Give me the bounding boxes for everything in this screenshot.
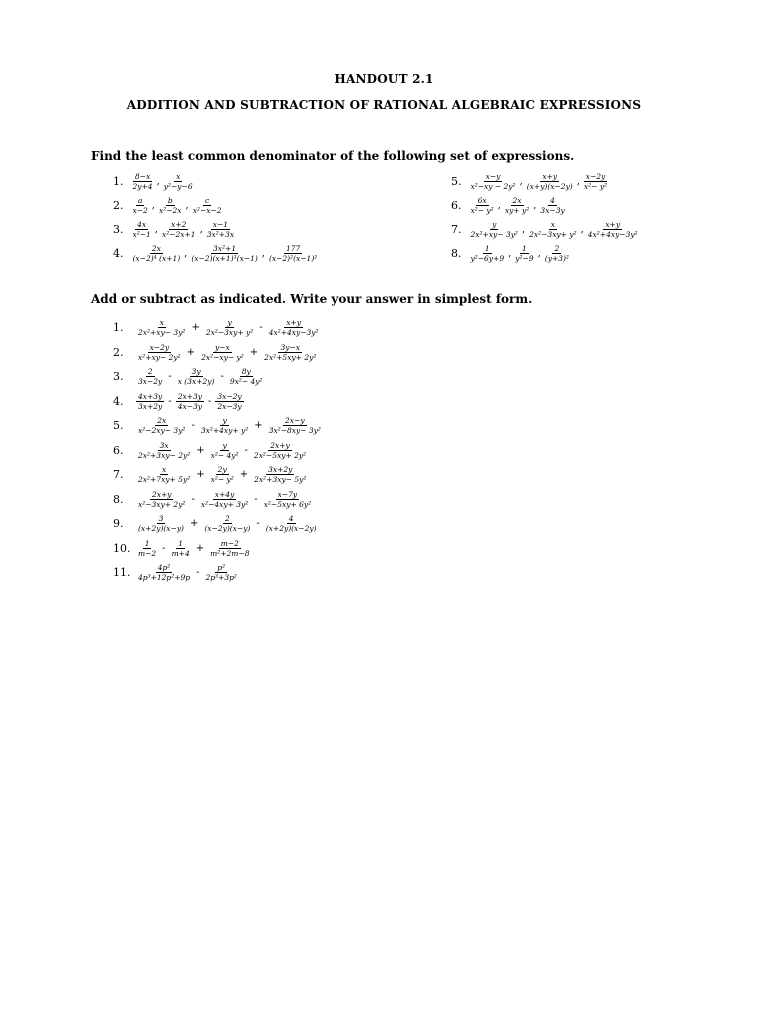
denominator: x²−xy − 2y² xyxy=(470,182,516,191)
fraction xyxy=(525,172,575,191)
fraction xyxy=(136,563,192,582)
problem-number: 5. xyxy=(113,419,124,432)
fraction xyxy=(162,172,195,191)
fraction xyxy=(252,465,308,484)
numerator: 4 xyxy=(550,196,555,205)
add-subtract-problem xyxy=(113,318,322,337)
denominator: xy+ y² xyxy=(504,206,530,215)
denominator: 3x−2y xyxy=(138,377,163,386)
denominator: 9x²− 4y² xyxy=(229,377,263,386)
operator: - xyxy=(191,493,195,505)
problem-number: 2. xyxy=(113,199,124,212)
separator: , xyxy=(184,248,188,259)
numerator: 177 xyxy=(285,244,301,253)
add-subtract-problem xyxy=(113,441,309,460)
separator: , xyxy=(533,200,537,211)
operator: - xyxy=(207,395,212,407)
fraction xyxy=(469,172,518,191)
problem-number: 10. xyxy=(113,541,131,555)
denominator: (y+3)² xyxy=(544,254,569,263)
denominator: 4x²+4xy−3y² xyxy=(268,328,319,337)
denominator: x²− y² xyxy=(210,475,234,484)
problem-number: 4. xyxy=(113,247,124,260)
separator: , xyxy=(576,176,580,187)
problem-number: 1. xyxy=(113,175,124,188)
operator: - xyxy=(244,444,248,456)
numerator: 1 xyxy=(484,244,490,253)
denominator: 3x²+3x xyxy=(206,230,235,239)
operator: - xyxy=(168,371,172,382)
denominator: x²−2xy− 3y² xyxy=(138,426,186,435)
numerator: 3x−2y xyxy=(217,391,242,401)
problem-number: 9. xyxy=(113,517,124,530)
numerator: 2x+y xyxy=(151,489,172,499)
add-subtract-problem xyxy=(113,465,309,484)
numerator: x xyxy=(550,220,555,229)
problem-number: 6. xyxy=(113,443,124,457)
separator: , xyxy=(508,248,512,259)
numerator: y xyxy=(227,318,232,327)
denominator: 2x²+3xy− 5y² xyxy=(254,475,307,484)
denominator: 2x²+7xy+ 5y² xyxy=(138,475,191,484)
problem-number: 4. xyxy=(113,394,124,408)
problem-number: 3. xyxy=(113,370,124,383)
add-subtract-problem xyxy=(113,367,266,386)
fraction xyxy=(176,392,204,411)
lcd-problem xyxy=(113,196,225,215)
separator: , xyxy=(537,248,541,259)
denominator: (x+y)(x−2y) xyxy=(526,182,573,191)
separator: , xyxy=(580,224,584,235)
fraction xyxy=(209,465,236,484)
denominator: x²−1 xyxy=(132,230,151,239)
numerator: 1 xyxy=(522,244,527,253)
denominator: x²−4xy+ 3y² xyxy=(200,499,249,509)
denominator: 4p³+12p²+9p xyxy=(138,573,191,582)
operator: + xyxy=(249,346,259,358)
denominator: y²−9 xyxy=(515,254,534,263)
fraction xyxy=(176,367,217,386)
numerator: b xyxy=(167,196,173,205)
separator: , xyxy=(151,200,155,211)
numerator: 8−x xyxy=(134,172,151,181)
fraction xyxy=(267,318,321,337)
operator: + xyxy=(189,518,199,529)
numerator: 3y−x xyxy=(280,342,300,352)
numerator: p² xyxy=(217,563,226,572)
problem-number: 3. xyxy=(113,223,124,236)
fraction xyxy=(538,196,566,215)
numerator: 2 xyxy=(147,367,153,376)
problem-number: 7. xyxy=(113,468,124,481)
fraction xyxy=(586,220,640,239)
fraction xyxy=(131,172,155,191)
denominator: 4x²+4xy−3y² xyxy=(587,230,638,239)
denominator: 2x²+5xy+ 2y² xyxy=(264,352,317,362)
numerator: c xyxy=(205,196,210,205)
numerator: 3x+2y xyxy=(268,465,293,474)
fraction xyxy=(199,490,250,509)
separator: , xyxy=(521,224,526,235)
handout-label: HANDOUT 2.1 xyxy=(334,72,434,86)
denominator: x²−x−2 xyxy=(192,206,222,215)
separator: , xyxy=(519,176,523,187)
separator: , xyxy=(185,200,189,211)
fraction xyxy=(131,196,150,215)
fraction xyxy=(228,367,265,386)
denominator: x²− y² xyxy=(583,182,608,191)
numerator: x+y xyxy=(286,318,301,327)
operator: + xyxy=(191,322,200,333)
numerator: x+y xyxy=(605,220,621,229)
operator: + xyxy=(239,469,249,480)
numerator: x xyxy=(176,172,181,181)
denominator: x²− y² xyxy=(470,206,494,215)
numerator: x+y xyxy=(542,172,558,181)
fraction xyxy=(203,563,238,582)
numerator: 2x xyxy=(151,244,161,253)
denominator: 2x²−3xy+ y² xyxy=(529,230,577,239)
fraction xyxy=(136,539,158,558)
denominator: (x−2)(x+1)³(x−1) xyxy=(191,254,258,263)
fraction xyxy=(136,416,187,435)
numerator: 2x+3y xyxy=(177,391,202,401)
denominator: x²−3xy+ 2y² xyxy=(138,499,186,509)
fraction xyxy=(208,539,251,558)
fraction xyxy=(131,244,183,263)
numerator: 4x+3y xyxy=(138,391,163,401)
operator: - xyxy=(168,395,172,407)
separator: , xyxy=(156,176,160,187)
denominator: y²−6y+9 xyxy=(470,254,505,263)
fraction xyxy=(469,196,496,215)
numerator: 1 xyxy=(178,538,184,548)
separator: , xyxy=(154,224,158,235)
add-subtract-problem xyxy=(113,514,320,533)
problem-number: 6. xyxy=(451,199,462,212)
numerator: 1 xyxy=(144,538,150,548)
fraction xyxy=(262,490,313,509)
numerator: m−2 xyxy=(220,538,239,548)
denominator: x²−5xy+ 6y² xyxy=(263,499,312,509)
denominator: (x−2)⁴ (x+1) xyxy=(132,254,181,263)
numerator: 2x+y xyxy=(270,440,290,450)
lcd-problem xyxy=(451,172,610,191)
fraction xyxy=(215,392,243,411)
fraction xyxy=(209,441,241,460)
fraction xyxy=(267,416,323,435)
denominator: x²−2x+1 xyxy=(161,230,196,239)
denominator: x²+xy− 2y² xyxy=(138,352,181,362)
fraction xyxy=(160,220,198,239)
denominator: 2p³+3p² xyxy=(205,573,237,582)
operator: + xyxy=(186,346,196,358)
fraction xyxy=(204,318,255,337)
denominator: x (3x+2y) xyxy=(177,377,215,386)
numerator: 2x−y xyxy=(285,416,305,425)
lcd-problem xyxy=(113,220,237,239)
lcd-problem xyxy=(113,244,320,263)
denominator: 2y+4 xyxy=(132,182,153,191)
fraction xyxy=(136,367,164,386)
numerator: 3 xyxy=(158,514,164,523)
fraction xyxy=(199,343,246,362)
operator: - xyxy=(191,420,195,431)
fraction xyxy=(527,220,578,239)
denominator: x²− 4y² xyxy=(210,450,239,460)
numerator: 2y xyxy=(217,465,227,474)
problem-number: 8. xyxy=(451,247,462,260)
operator: - xyxy=(254,493,258,505)
denominator: 2x²−xy− y² xyxy=(201,352,244,362)
fraction xyxy=(191,196,224,215)
operator: - xyxy=(220,371,224,382)
denominator: 2x²+xy− 3y² xyxy=(138,328,186,337)
numerator: x xyxy=(161,465,167,474)
fraction xyxy=(157,196,184,215)
problem-number: 7. xyxy=(451,223,462,236)
denominator: 2x²−3xy+ y² xyxy=(205,328,254,337)
numerator: x−7y xyxy=(277,489,298,499)
add-subtract-problem xyxy=(113,490,314,509)
numerator: 3y xyxy=(191,367,201,376)
numerator: 2 xyxy=(224,514,230,523)
fraction xyxy=(513,244,535,263)
denominator: (x+2y)(x−y) xyxy=(138,524,184,533)
operator: - xyxy=(256,518,260,529)
denominator: 2x−3y xyxy=(217,401,242,411)
add-subtract-problem xyxy=(113,563,240,582)
fraction xyxy=(189,244,259,263)
numerator: x−y xyxy=(485,172,501,181)
denominator: 3x−3y xyxy=(540,206,565,215)
lcd-problem xyxy=(451,244,572,263)
numerator: y−x xyxy=(215,342,230,352)
fraction xyxy=(136,514,186,533)
add-subtract-problem xyxy=(113,343,319,362)
numerator: 2x xyxy=(512,196,522,205)
denominator: 2x²+xy− 3y² xyxy=(470,230,518,239)
numerator: 4 xyxy=(288,514,294,523)
separator: , xyxy=(199,224,203,235)
fraction xyxy=(205,220,236,239)
lcd-problem xyxy=(451,196,568,215)
add-subtract-problem xyxy=(113,392,245,411)
problem-number: 2. xyxy=(113,345,124,359)
denominator: m−2 xyxy=(138,548,157,558)
numerator: x+4y xyxy=(214,489,235,499)
fraction xyxy=(136,392,164,411)
fraction xyxy=(469,244,507,263)
operator: + xyxy=(195,542,205,554)
fraction xyxy=(136,441,192,460)
operator: - xyxy=(196,567,200,578)
denominator: x²−2x xyxy=(158,206,182,215)
denominator: 3x²+4xy+ y² xyxy=(200,426,249,435)
operator: + xyxy=(196,444,205,456)
numerator: 3x²+1 xyxy=(213,244,237,253)
denominator: 2x²+3xy− 2y² xyxy=(138,450,191,460)
denominator: (x−2y)(x−y) xyxy=(204,524,251,533)
add-subtract-problem xyxy=(113,539,252,558)
fraction xyxy=(543,244,571,263)
operator: + xyxy=(196,469,205,480)
numerator: x+2 xyxy=(171,220,187,229)
lcd-problem xyxy=(451,220,641,239)
numerator: 2 xyxy=(554,244,560,253)
denominator: x−2 xyxy=(132,206,148,215)
operator: - xyxy=(162,542,166,554)
denominator: m+4 xyxy=(171,548,190,558)
problem-number: 5. xyxy=(451,175,462,188)
fraction xyxy=(262,343,318,362)
denominator: (x−2)²(x−1)² xyxy=(268,254,318,263)
problem-number: 11. xyxy=(113,566,131,579)
fraction xyxy=(199,416,250,435)
page-title: ADDITION AND SUBTRACTION OF RATIONAL ALGEBRAIC EXPRESSIONS xyxy=(126,98,642,112)
numerator: x−2y xyxy=(585,172,606,181)
numerator: y xyxy=(222,416,227,425)
numerator: x−2y xyxy=(149,342,170,352)
add-subtract-problem xyxy=(113,416,324,435)
fraction xyxy=(136,465,192,484)
numerator: x xyxy=(159,318,164,327)
numerator: 4x xyxy=(137,220,147,229)
fraction xyxy=(136,318,187,337)
fraction xyxy=(136,343,183,362)
denominator: 2x²−5xy+ 2y² xyxy=(253,450,307,460)
operator: - xyxy=(259,322,263,333)
numerator: x−1 xyxy=(212,220,229,229)
part1-instruction: Find the least common denominator of the following set of expressions. xyxy=(91,149,575,163)
part2-instruction: Add or subtract as indicated. Write your answer in simplest form. xyxy=(91,292,533,306)
fraction xyxy=(170,539,192,558)
numerator: 6x xyxy=(477,196,487,205)
fraction xyxy=(131,220,153,239)
fraction xyxy=(202,514,252,533)
denominator: m²+2m−8 xyxy=(210,548,250,558)
fraction xyxy=(267,244,319,263)
fraction xyxy=(264,514,319,533)
numerator: y xyxy=(222,440,227,450)
denominator: 3x+2y xyxy=(138,401,163,411)
fraction xyxy=(252,441,308,460)
numerator: 3x xyxy=(159,440,169,450)
denominator: y²−y−6 xyxy=(163,182,193,191)
operator: + xyxy=(254,420,263,431)
problem-number: 8. xyxy=(113,492,124,506)
fraction xyxy=(582,172,609,191)
fraction xyxy=(469,220,520,239)
problem-number: 1. xyxy=(113,321,124,334)
numerator: 4p² xyxy=(157,563,171,572)
denominator: 4x−3y xyxy=(177,401,202,411)
fraction xyxy=(136,490,187,509)
numerator: a xyxy=(137,196,143,205)
fraction xyxy=(503,196,531,215)
denominator: (x+2y)(x−2y) xyxy=(265,524,317,533)
numerator: y xyxy=(492,220,497,229)
lcd-problem xyxy=(113,172,196,191)
separator: , xyxy=(497,200,501,211)
numerator: 8y xyxy=(241,367,251,376)
numerator: 2x xyxy=(157,416,167,425)
denominator: 3x²−8xy− 3y² xyxy=(268,426,321,435)
separator: , xyxy=(261,248,265,259)
